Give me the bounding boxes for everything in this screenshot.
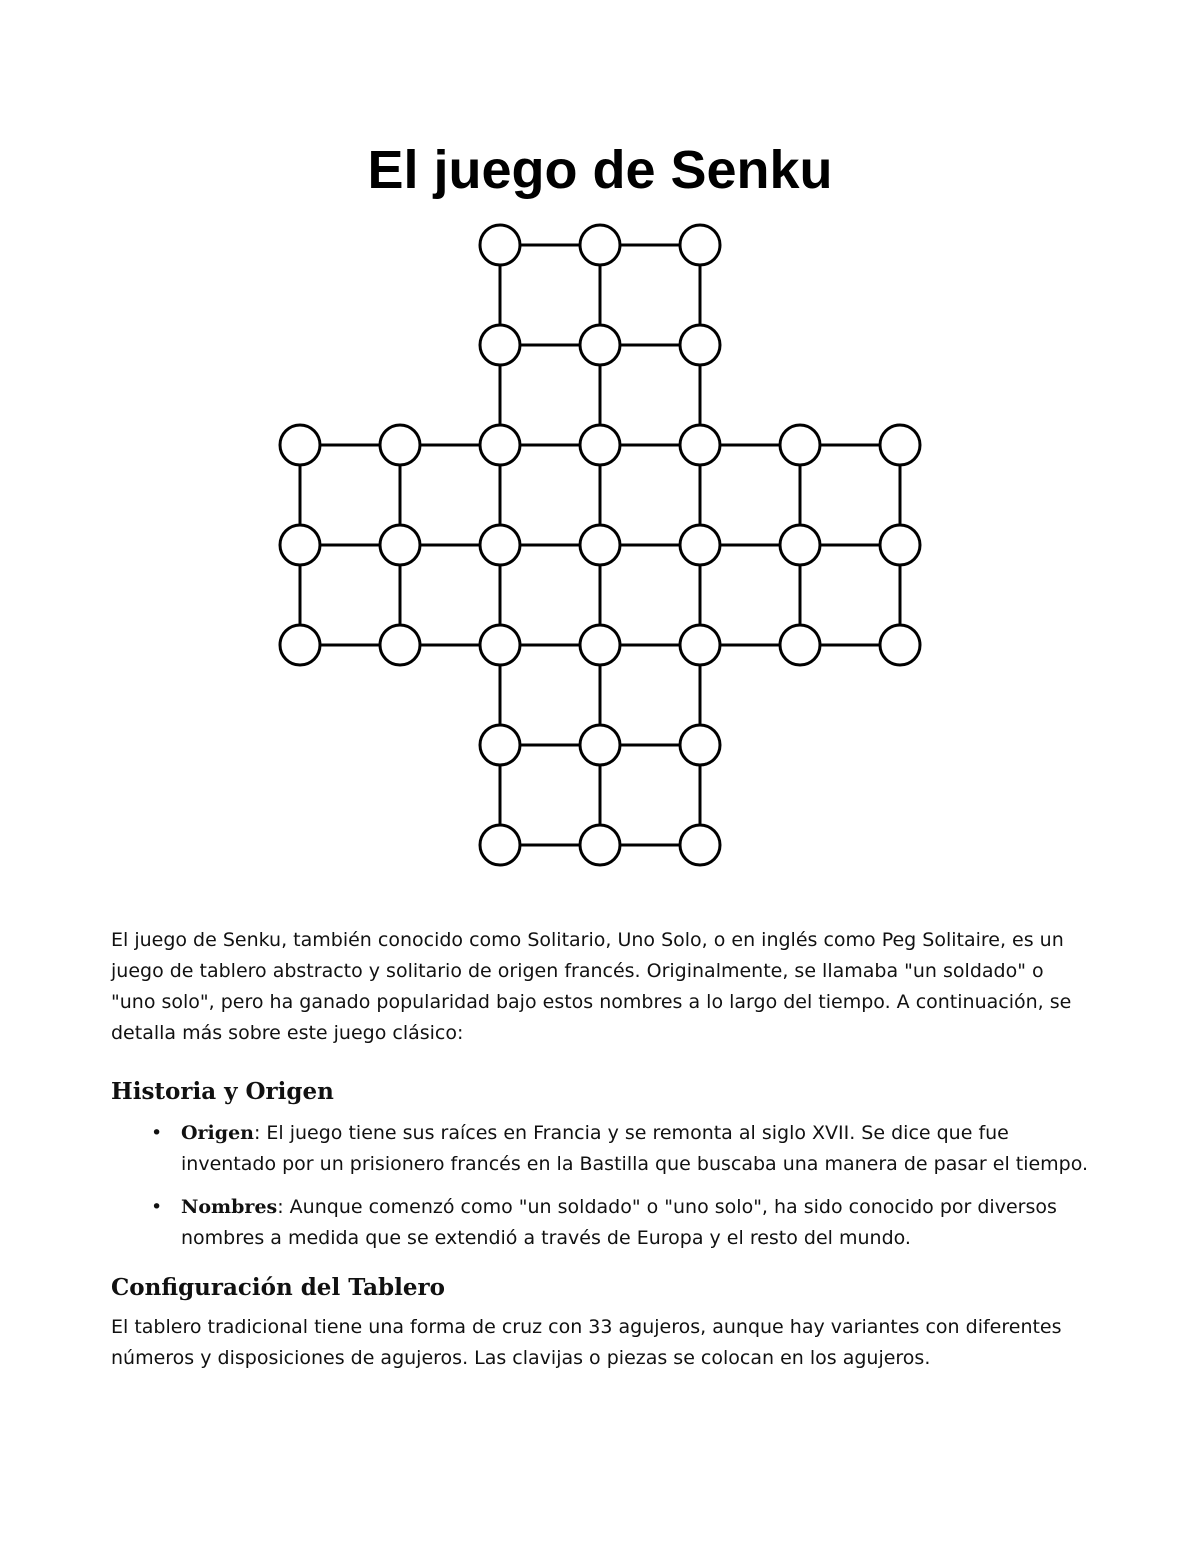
board-hole xyxy=(480,625,520,665)
board-hole xyxy=(580,225,620,265)
list-item-nombres xyxy=(111,1192,1091,1254)
board-hole xyxy=(880,525,920,565)
board-hole xyxy=(280,625,320,665)
board-hole xyxy=(580,425,620,465)
historia-list xyxy=(111,1118,1091,1254)
board-hole xyxy=(880,625,920,665)
list-item-text: : Aunque comenzó como "un soldado" o "uno solo", ha sido conocido por diversos nombres a medida que se extendió a través de Europa y el resto del mundo. xyxy=(181,1196,1057,1249)
board-hole xyxy=(680,825,720,865)
board-hole xyxy=(680,325,720,365)
board-hole xyxy=(680,525,720,565)
board-hole xyxy=(480,225,520,265)
section-heading-historia: Historia y Origen xyxy=(111,1078,334,1105)
bullet-icon: • xyxy=(151,1122,163,1144)
board-hole xyxy=(780,625,820,665)
board-hole xyxy=(780,525,820,565)
board-hole xyxy=(480,825,520,865)
board-hole xyxy=(580,325,620,365)
board-hole xyxy=(580,725,620,765)
board-hole xyxy=(280,525,320,565)
document-body xyxy=(111,925,1091,1374)
board-hole xyxy=(680,625,720,665)
board-hole xyxy=(380,425,420,465)
board-hole xyxy=(480,425,520,465)
section-heading-configuracion: Configuración del Tablero xyxy=(111,1274,445,1301)
board-hole xyxy=(780,425,820,465)
board-hole xyxy=(880,425,920,465)
intro-paragraph: El juego de Senku, también conocido como Solitario, Uno Solo, o en inglés como Peg Solitaire, es un juego de tablero abstracto y solitario de origen francés. Originalmente, se llamaba "un soldado" o "uno solo", pero ha ganado popularidad bajo estos nombres a lo largo del tiempo. A continuación, se detalla más sobre este juego clásico: xyxy=(111,929,1072,1044)
list-item-text: : El juego tiene sus raíces en Francia y se remonta al siglo XVII. Se dice que fue inventado por un prisionero francés en la Bastilla que buscaba una manera de pasar el tiempo. xyxy=(181,1122,1089,1175)
bullet-icon: • xyxy=(151,1196,163,1218)
board-hole xyxy=(280,425,320,465)
board-hole xyxy=(480,725,520,765)
board-hole xyxy=(580,625,620,665)
configuracion-paragraph: El tablero tradicional tiene una forma de cruz con 33 agujeros, aunque hay variantes con diferentes números y disposiciones de agujeros. Las clavijas o piezas se colocan en los agujeros. xyxy=(111,1316,1062,1369)
board-hole xyxy=(480,525,520,565)
board-hole xyxy=(680,425,720,465)
list-item-term: Nombres xyxy=(181,1196,278,1218)
board-hole xyxy=(580,525,620,565)
senku-board-diagram xyxy=(270,215,930,875)
list-item-origen xyxy=(111,1118,1091,1180)
list-item-term: Origen xyxy=(181,1122,254,1144)
board-hole xyxy=(380,525,420,565)
board-hole xyxy=(680,725,720,765)
board-hole xyxy=(580,825,620,865)
board-hole xyxy=(680,225,720,265)
page-title: El juego de Senku xyxy=(367,140,833,200)
board-hole xyxy=(480,325,520,365)
board-hole xyxy=(380,625,420,665)
